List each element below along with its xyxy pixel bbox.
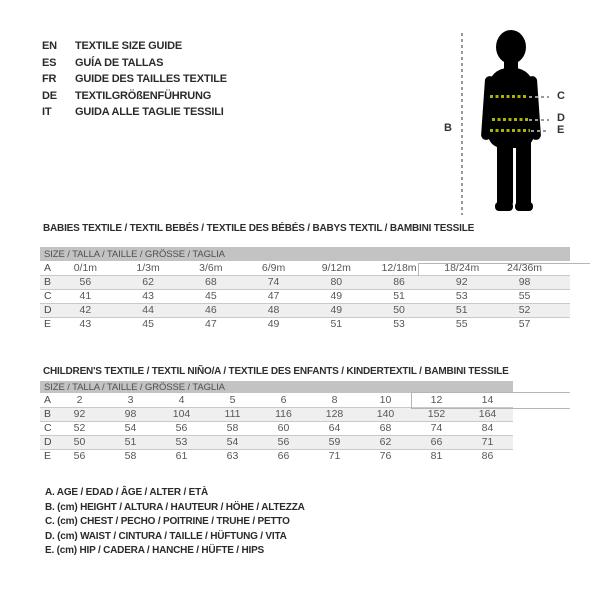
- row-label: A: [44, 261, 52, 274]
- table-cell: 57: [493, 317, 556, 331]
- table-cell: 12/18m: [381, 261, 417, 274]
- table-cell: 49: [242, 317, 305, 331]
- table-cell: 71: [309, 449, 360, 463]
- table-cell: 0/1m: [73, 261, 98, 274]
- table-cell: 84: [462, 421, 513, 435]
- size-header-label: SIZE / TALLA / TAILLE / GRÖSSE / TAGLIA: [40, 381, 513, 393]
- table-cell: 81: [411, 449, 462, 463]
- table-cell: 60: [258, 421, 309, 435]
- table-row: [40, 303, 570, 317]
- table-row: [40, 421, 513, 435]
- table-cell: 56: [156, 421, 207, 435]
- language-row: [42, 38, 227, 55]
- row-label: A: [44, 393, 52, 406]
- table-cell: 55: [430, 317, 493, 331]
- table-row: [40, 435, 513, 449]
- table-cell: 48: [242, 303, 305, 317]
- table-cell: 44: [117, 303, 180, 317]
- figure-right-leg: [516, 110, 531, 208]
- table-cell: 8: [331, 393, 338, 406]
- table-cell: 68: [360, 421, 411, 435]
- table-cell: 140: [360, 407, 411, 421]
- table-row: [40, 261, 570, 275]
- table-cell: 52: [54, 421, 105, 435]
- language-title-list: [42, 38, 227, 121]
- height-dashed-line: [461, 33, 463, 215]
- table-cell: 63: [207, 449, 258, 463]
- table-row: [40, 317, 570, 331]
- legend-line: D. (cm) WAIST / CINTURA / TAILLE / HÜFTUNG / VITA: [45, 530, 287, 542]
- table-cell: 53: [430, 289, 493, 303]
- table-cell: 6/9m: [261, 261, 286, 274]
- table-row: [40, 449, 513, 463]
- measure-legend: [45, 486, 305, 559]
- table-cell: 10: [379, 393, 392, 406]
- table-cell: 18/24m: [444, 261, 480, 274]
- child-silhouette: [480, 30, 542, 222]
- table-cell: 86: [462, 449, 513, 463]
- table-cell: 51: [430, 303, 493, 317]
- language-title: TEXTILGRÖßENFÜHRUNG: [75, 89, 212, 102]
- table-cell: 4: [178, 393, 185, 406]
- table-cell: 3/6m: [199, 261, 223, 274]
- table-cell: 92: [430, 275, 493, 289]
- babies-table-title: BABIES TEXTILE / TEXTIL BEBÉS / TEXTILE DES BÉBÉS / BABYS TEXTIL / BAMBINI TESSILE: [43, 223, 475, 234]
- table-cell: 41: [54, 289, 117, 303]
- size-header-row: [40, 381, 513, 393]
- table-cell: 74: [242, 275, 305, 289]
- language-title: GUIDA ALLE TAGLIE TESSILI: [75, 106, 224, 118]
- table-cell: 66: [258, 449, 309, 463]
- table-cell: 2: [76, 393, 83, 406]
- table-cell: 6: [280, 393, 287, 406]
- language-title: GUIDE DES TAILLES TEXTILE: [75, 73, 227, 85]
- filler-cell: [556, 303, 570, 317]
- table-cell: 111: [207, 407, 258, 421]
- row-label: E: [40, 449, 54, 463]
- table-cell: 64: [309, 421, 360, 435]
- legend-line: E. (cm) HIP / CADERA / HANCHE / HÜFTE / HIPS: [45, 545, 265, 557]
- table-cell: 80: [305, 275, 368, 289]
- table-cell: 1/3m: [136, 261, 160, 274]
- table-row: [40, 289, 570, 303]
- row-label: D: [40, 303, 54, 317]
- chest-leader-line: [529, 96, 549, 98]
- table-cell: 49: [305, 303, 368, 317]
- chest-label: C: [557, 90, 565, 102]
- row-label: B: [40, 275, 54, 289]
- table-row: [40, 393, 513, 407]
- table-cell: 56: [54, 275, 117, 289]
- table-row: [40, 275, 570, 289]
- table-cell: 116: [258, 407, 309, 421]
- table-cell: 62: [360, 435, 411, 449]
- table-cell: 128: [309, 407, 360, 421]
- table-cell: 53: [156, 435, 207, 449]
- filler-cell: [556, 317, 570, 331]
- table-cell: 54: [105, 421, 156, 435]
- table-cell: 152: [411, 407, 462, 421]
- size-header-row: [40, 247, 570, 261]
- waist-leader-line: [529, 119, 549, 121]
- row-label: B: [40, 407, 54, 421]
- row-label: E: [40, 317, 54, 331]
- table-cell: 9/12m: [321, 261, 351, 274]
- row-label: D: [40, 435, 54, 449]
- table-cell: 59: [309, 435, 360, 449]
- table-cell: 66: [411, 435, 462, 449]
- table-cell: 68: [179, 275, 242, 289]
- hip-leader-line: [531, 130, 549, 132]
- children-table-title: CHILDREN'S TEXTILE / TEXTIL NIÑO/A / TEXTILE DES ENFANTS / KINDERTEXTIL / BAMBINI TESSILE: [43, 366, 509, 377]
- children-table: [40, 381, 513, 463]
- table-cell: 98: [493, 275, 556, 289]
- language-title: GUÍA DE TALLAS: [75, 56, 164, 69]
- table-cell: 46: [179, 303, 242, 317]
- waist-label: D: [557, 112, 565, 124]
- table-cell: 42: [54, 303, 117, 317]
- table-cell: 43: [54, 317, 117, 331]
- babies-table-grid: [40, 247, 570, 331]
- figure-right-foot: [515, 202, 533, 211]
- table-cell: 86: [368, 275, 431, 289]
- table-cell: 62: [117, 275, 180, 289]
- legend-line: C. (cm) CHEST / PECHO / POITRINE / TRUHE / PETTO: [45, 516, 290, 528]
- filler-cell: [556, 261, 570, 275]
- table-cell: 51: [368, 289, 431, 303]
- table-cell: 5: [229, 393, 236, 406]
- language-code: ES: [42, 56, 57, 69]
- row-label: C: [40, 421, 54, 435]
- filler-cell: [556, 275, 570, 289]
- children-table-grid: [40, 381, 513, 463]
- height-label: B: [444, 122, 452, 134]
- language-row: [42, 55, 227, 72]
- language-code: EN: [42, 40, 57, 52]
- table-cell: 43: [117, 289, 180, 303]
- table-cell: 47: [242, 289, 305, 303]
- table-cell: 3: [127, 393, 134, 406]
- table-cell: 14: [481, 393, 494, 406]
- table-cell: 71: [462, 435, 513, 449]
- babies-table: [40, 247, 570, 331]
- table-cell: 56: [54, 449, 105, 463]
- row-label: C: [40, 289, 54, 303]
- language-row: [42, 71, 227, 88]
- table-cell: 55: [493, 289, 556, 303]
- table-cell: 12: [430, 393, 443, 406]
- table-cell: 50: [54, 435, 105, 449]
- language-row: [42, 88, 227, 105]
- language-row: [42, 104, 227, 121]
- figure-left-foot: [495, 202, 513, 211]
- table-cell: 53: [368, 317, 431, 331]
- chest-measure-line: [490, 95, 528, 98]
- filler-cell: [556, 289, 570, 303]
- size-header-label: SIZE / TALLA / TAILLE / GRÖSSE / TAGLIA: [40, 247, 570, 261]
- table-cell: 58: [105, 449, 156, 463]
- table-cell: 56: [258, 435, 309, 449]
- table-cell: 104: [156, 407, 207, 421]
- waist-measure-line: [492, 118, 528, 121]
- table-cell: 74: [411, 421, 462, 435]
- table-cell: 61: [156, 449, 207, 463]
- table-cell: 45: [179, 289, 242, 303]
- hip-measure-line: [490, 129, 530, 132]
- figure-left-leg: [497, 110, 513, 208]
- legend-line: B. (cm) HEIGHT / ALTURA / HAUTEUR / HÖHE / ALTEZZA: [45, 501, 305, 513]
- language-code: DE: [42, 89, 57, 102]
- table-cell: 51: [305, 317, 368, 331]
- language-title: TEXTILE SIZE GUIDE: [75, 40, 183, 52]
- table-cell: 50: [368, 303, 431, 317]
- table-cell: 52: [493, 303, 556, 317]
- table-cell: 51: [105, 435, 156, 449]
- table-cell: 164: [462, 407, 513, 421]
- table-cell: 76: [360, 449, 411, 463]
- table-row: [40, 407, 513, 421]
- language-code: FR: [42, 73, 57, 85]
- table-cell: 49: [305, 289, 368, 303]
- table-cell: 98: [105, 407, 156, 421]
- table-cell: 54: [207, 435, 258, 449]
- table-cell: 47: [179, 317, 242, 331]
- hip-label: E: [557, 124, 565, 136]
- table-cell: 92: [54, 407, 105, 421]
- legend-line: A. AGE / EDAD / ÂGE / ALTER / ETÀ: [45, 487, 209, 498]
- table-cell: 45: [117, 317, 180, 331]
- language-code: IT: [42, 106, 52, 118]
- table-cell: 58: [207, 421, 258, 435]
- table-cell: 24/36m: [507, 261, 543, 274]
